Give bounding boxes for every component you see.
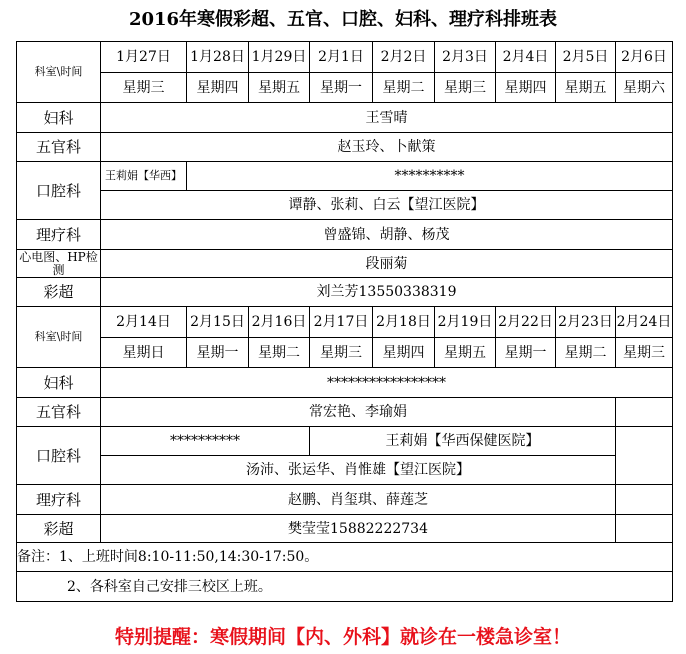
dept-label: 口腔科 [17, 427, 101, 485]
week1-weekday: 星期三 [435, 73, 496, 103]
empty-cell [616, 427, 673, 456]
staff-cell: 段丽菊 [101, 250, 673, 278]
staff-cell: 赵玉玲、卜献策 [101, 133, 673, 162]
staff-cell: 樊莹莹15882222734 [101, 515, 616, 543]
week2-date: 2月22日 [496, 307, 556, 338]
week1-date: 2月4日 [496, 42, 556, 73]
week1-date: 2月6日 [616, 42, 673, 73]
dept-label: 口腔科 [17, 162, 101, 220]
week1-ent-row [17, 133, 673, 162]
page-title: 2016年寒假彩超、五官、口腔、妇科、理疗科排班表 [128, 9, 558, 30]
empty-cell [616, 398, 673, 427]
week2-date: 2月16日 [249, 307, 310, 338]
week2-weekday: 星期日 [101, 338, 187, 368]
week2-weekday: 星期一 [496, 338, 556, 368]
week1-weekday: 星期四 [496, 73, 556, 103]
corner-label: 科室\时间 [17, 307, 101, 368]
week1-weekday: 星期五 [249, 73, 310, 103]
week2-weekday-row [17, 338, 673, 368]
staff-cell: 曾盛锦、胡静、杨茂 [101, 220, 673, 250]
week2-us-row [17, 515, 673, 543]
week1-dental-row-2 [17, 191, 673, 220]
week1-dental-row-1 [17, 162, 673, 191]
staff-cell: ********** [187, 162, 673, 191]
week2-date: 2月24日 [616, 307, 673, 338]
week1-weekday: 星期三 [101, 73, 187, 103]
dept-label: 彩超 [17, 278, 101, 307]
staff-cell: 王雪晴 [101, 103, 673, 133]
staff-cell: 赵鹏、肖玺琪、薛莲芝 [101, 485, 616, 515]
week1-date-row [17, 42, 673, 73]
dept-label: 妇科 [17, 368, 101, 398]
dept-label: 妇科 [17, 103, 101, 133]
note-line: 2、各科室自己安排三校区上班。 [17, 572, 673, 602]
week1-weekday: 星期六 [616, 73, 673, 103]
staff-cell: 刘兰芳13550338319 [101, 278, 673, 307]
week1-date: 1月28日 [187, 42, 249, 73]
week1-weekday: 星期五 [556, 73, 616, 103]
week2-date: 2月18日 [373, 307, 435, 338]
staff-cell: 常宏艳、李瑜娟 [101, 398, 616, 427]
dept-label: 五官科 [17, 133, 101, 162]
week2-weekday: 星期二 [249, 338, 310, 368]
week2-date-row [17, 307, 673, 338]
week2-weekday: 星期三 [310, 338, 373, 368]
week1-weekday: 星期四 [187, 73, 249, 103]
week2-date: 2月23日 [556, 307, 616, 338]
staff-cell: ***************** [101, 368, 673, 398]
week2-dental-row-2 [17, 456, 673, 485]
empty-cell [616, 515, 673, 543]
week1-physio-row [17, 220, 673, 250]
dept-label: 彩超 [17, 515, 101, 543]
week1-gyn-row [17, 103, 673, 133]
schedule-table [16, 41, 673, 602]
week2-date: 2月19日 [435, 307, 496, 338]
week2-weekday: 星期四 [373, 338, 435, 368]
dept-label: 心电图、HP检测 [17, 250, 101, 278]
week1-ecg-row [17, 250, 673, 278]
week1-date: 2月1日 [310, 42, 373, 73]
empty-cell [616, 456, 673, 485]
dept-label: 理疗科 [17, 220, 101, 250]
week2-date: 2月17日 [310, 307, 373, 338]
notes-row-2 [17, 572, 673, 602]
staff-cell: 谭静、张莉、白云【望江医院】 [101, 191, 673, 220]
week1-date: 2月5日 [556, 42, 616, 73]
note-line: 备注：1、上班时间8:10-11:50,14:30-17:50。 [17, 543, 673, 572]
week2-weekday: 星期五 [435, 338, 496, 368]
week2-weekday: 星期二 [556, 338, 616, 368]
staff-cell: 王莉娟【华西保健医院】 [310, 427, 616, 456]
week2-physio-row [17, 485, 673, 515]
notes-row-1 [17, 543, 673, 572]
special-reminder: 特别提醒：寒假期间【内、外科】就诊在一楼急诊室！ [114, 626, 571, 648]
week2-weekday: 星期一 [187, 338, 249, 368]
staff-cell: ********** [101, 427, 310, 456]
week1-weekday: 星期二 [373, 73, 435, 103]
week1-date: 1月29日 [249, 42, 310, 73]
week1-date: 1月27日 [101, 42, 187, 73]
week1-weekday-row [17, 73, 673, 103]
week2-date: 2月15日 [187, 307, 249, 338]
week2-date: 2月14日 [101, 307, 187, 338]
week1-weekday: 星期一 [310, 73, 373, 103]
week2-ent-row [17, 398, 673, 427]
week2-dental-row-1 [17, 427, 673, 456]
week1-date: 2月2日 [373, 42, 435, 73]
week2-weekday: 星期三 [616, 338, 673, 368]
empty-cell [616, 485, 673, 515]
week1-date: 2月3日 [435, 42, 496, 73]
week1-us-row [17, 278, 673, 307]
corner-label: 科室\时间 [17, 42, 101, 103]
dept-label: 理疗科 [17, 485, 101, 515]
week2-gyn-row [17, 368, 673, 398]
staff-cell: 王莉娟【华西】 [101, 162, 187, 191]
dept-label: 五官科 [17, 398, 101, 427]
staff-cell: 汤沛、张运华、肖惟雄【望江医院】 [101, 456, 616, 485]
